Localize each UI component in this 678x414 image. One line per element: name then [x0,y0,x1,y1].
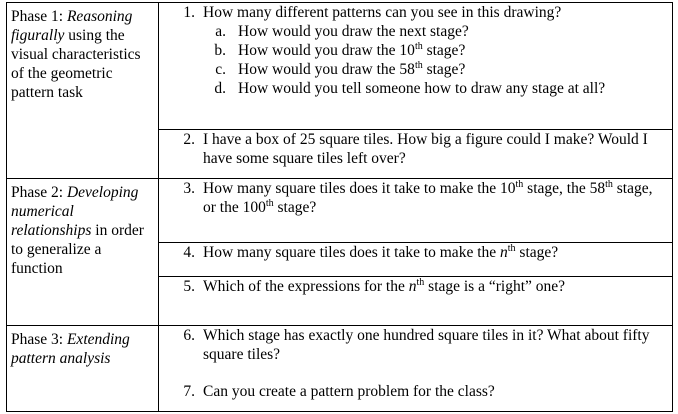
question-1-cell [159,3,673,130]
phase-1-cell [7,3,159,179]
phase-2-cell [7,179,159,326]
phase-1-title: Reasoning figurally [11,8,133,44]
phase-3-label: Phase 3: [11,331,64,348]
question-4: 4. How many square tiles does it take to make the $n^{th}$ stage? [183,243,559,261]
question-5: 5. Which of the expressions for the $n^{th}$ stage is a “right” one? [183,277,566,295]
question-2-cell [159,130,673,179]
phase-question-table [6,2,673,412]
question-1b: b. How would you draw the 10th stage? [214,41,466,59]
question-4-cell [159,243,673,277]
table-row [7,179,673,243]
question-7: 7. Can you create a pattern problem for the class? [183,383,495,400]
phase-3-cell [7,326,159,412]
question-3: 3. How many square tiles does it take to make the 10th stage, the 58th stage, or the 100th stage? [183,179,653,216]
question-3-cell [159,179,673,243]
question-6: 6. Which stage has exactly one hundred square tiles in it? What about fifty square tiles? [183,327,650,363]
phase-2-label: Phase 2: [11,184,64,201]
question-5-cell [159,277,673,326]
question-1: 1. How many different patterns can you see in this drawing? [183,4,562,21]
question-1a: a. How would you draw the next stage? [215,23,469,40]
phase-2-description: in order to generalize a function [11,222,144,277]
table-row [7,3,673,130]
phase-3-title: Extending pattern analysis [11,331,130,367]
question-1c: c. How would you draw the 58th stage? [215,60,466,78]
phase-1-label: Phase 1: [11,8,64,25]
question-6-7-cell [159,326,673,412]
question-2: 2. I have a box of 25 square tiles. How big a figure could I make? Would I have some square tiles left over? [183,131,648,167]
phase-2-title: Developing numerical relationships [11,184,139,239]
question-1d: d. How would you tell someone how to draw any stage at all? [214,80,606,97]
table-row [7,326,673,412]
phase-1-description: using the visual characteristics of the geometric pattern task [11,27,141,101]
